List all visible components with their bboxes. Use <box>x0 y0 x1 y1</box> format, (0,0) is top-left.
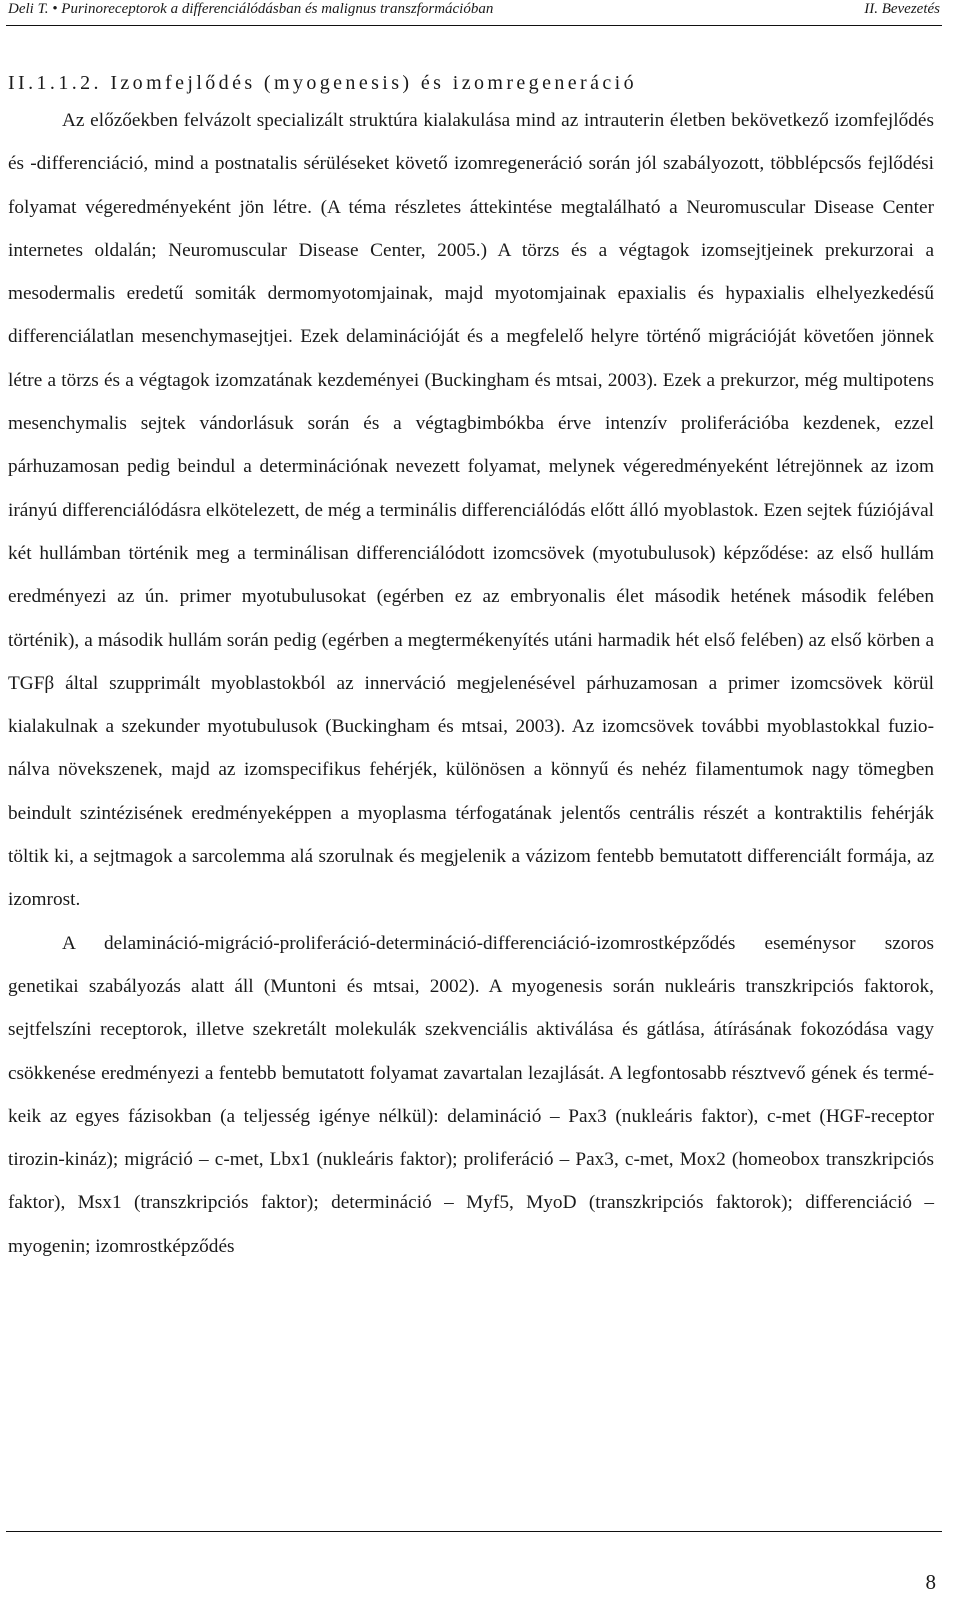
footer-divider <box>6 1531 942 1532</box>
header-divider <box>6 25 942 26</box>
paragraph-1: Az előzőekben felvázolt specializált struktúra kialakulása mind az intrauterin életben bekövetkező izomfejlődés és -differenciáció, mind a postnatalis sérüléseket követő izomregeneráció során jól szabályozott, többlépcsős fejlődési folyamat végeredményeként jön létre. (A téma részletes áttekintése megtalálható a Neuromuscular Disease Center internetes oldalán; Neuromuscular Disease Center, 2005.) A törzs és a végtagok izomsejtjeinek prekurzorai a mesodermalis eredetű somiták dermomyotomjainak, majd myotomjainak epaxialis és hypaxialis elhelyezkedésű differenciálatlan mesenchymasejtjei. Ezek delaminációját és a megfelelő helyre történő migrációját követően jönnek létre a törzs és a végtagok izomzatának kezdeményei (Buckingham és mtsai, 2003). Ezek a prekurzor, még multipotens mesenchymalis sejtek vándorlásuk során és a végtagbimbókba érve intenzív proliferációba kezdenek, ezzel párhuzamosan pedig beindul a determinációnak nevezett folyamat, melynek végeredményeként létrejönnek az izom irányú differenciálódásra elkötelezett, de még a terminális differenciálódás előtt álló myoblastok. Ezen sejtek fúziójával két hullámban történik meg a terminálisan differenciálódott izomcsövek (myotubulusok) képződése: az első hullám eredményezi az ún. primer myotubulusokat (egérben ez az embryonalis élet második hetének második felében történik), a második hullám során pedig (egérben a megtermékenyítés utáni harmadik hét első felében) az első körben a TGFβ által szupprimált myoblastokból az innerváció megjelenésével párhuzamosan a primer izomcsövek körül kialakulnak a szekunder myotubulusok (Buckingham és mtsai, 2003). Az izomcsövek további myoblastokkal fuzionálva növekszenek, majd az izomspecifikus fehérjék, különösen a könnyű és nehéz filamentumok nagy tömegben beindult szintézisének eredményeképpen a myoplasma térfogatának jelentős centrális részét a kontraktilis fehérják töltik ki, a sejtmagok a sarcolemma alá szorulnak és megjelenik a vázizom fentebb bemutatott differenciált formája, az izomrost. <box>8 110 934 911</box>
header-author-title: Deli T. • Purinoreceptorok a differenciálódásban és malignus transzformációban <box>8 1 494 17</box>
body-text <box>8 99 934 1268</box>
header-chapter: II. Bevezetés <box>864 1 940 17</box>
running-header <box>8 0 940 22</box>
page-number: 8 <box>925 1570 936 1594</box>
section-title: Izomfejlődés (myogenesis) és izomregeneráció <box>110 72 637 94</box>
section-heading <box>8 72 637 95</box>
section-number: II.1.1.2. <box>8 72 102 94</box>
paragraph-2: A delamináció-migráció-proliferáció-determináció-differenciáció-izomrostképződés eseménysor szoros genetikai szabályozás alatt áll (Muntoni és mtsai, 2002). A myogenesis során nukleáris transzkripciós faktorok, sejtfelszíni receptorok, illetve szekretált molekulák szekvenciális aktiválása és gátlása, átírásának fokozódása vagy csökkenése eredményezi a fentebb bemutatott folyamat zavartalan lezajlását. A legfontosabb résztvevő gének és termékeik az egyes fázisokban (a teljesség igénye nélkül): delamináció – Pax3 (nukleáris faktor), c-met (HGF-receptor tirozin-kináz); migráció – c-met, Lbx1 (nukleáris faktor); proliferáció – Pax3, c-met, Mox2 (homeobox transzkripciós faktor), Msx1 (transzkripciós faktor); determináció – Myf5, MyoD (transzkripciós faktorok); differenciáció – myogenin; izomrostképződés <box>8 932 934 1257</box>
